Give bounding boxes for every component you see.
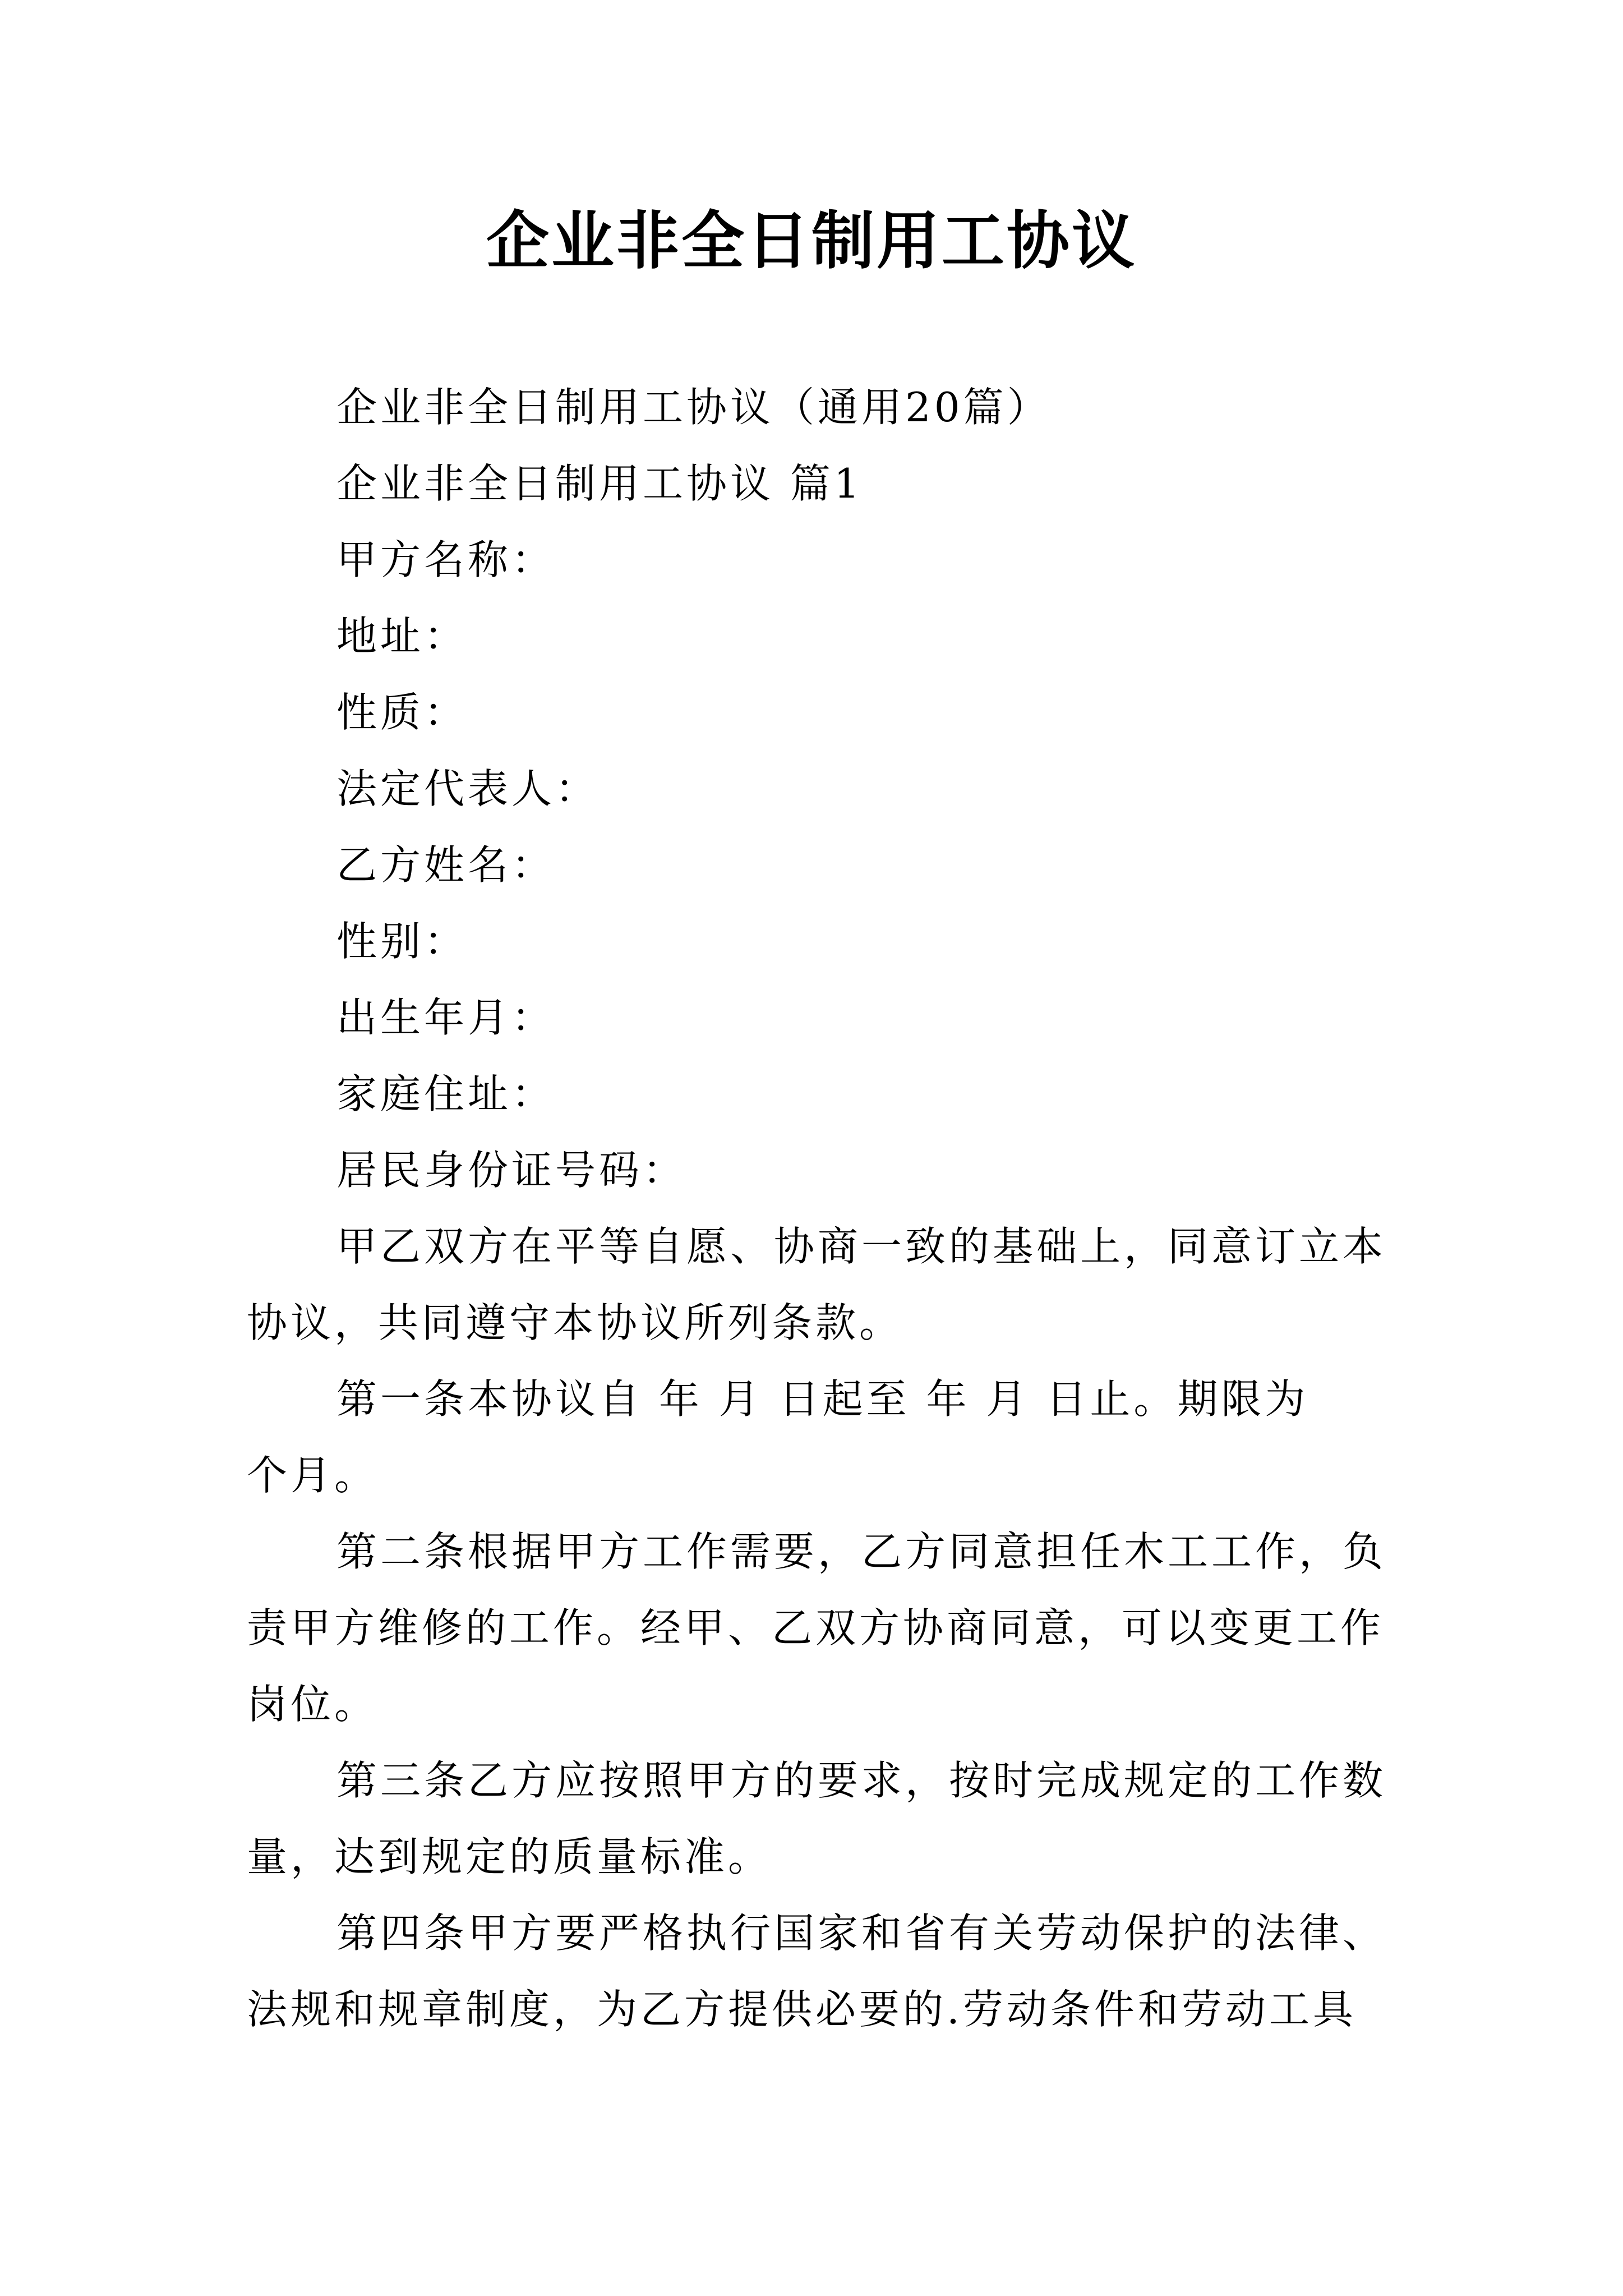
doc-line-9: 出生年月： bbox=[336, 994, 556, 1041]
doc-line-21: 第四条甲方要严格执行国家和省有关劳动保护的法律、 bbox=[336, 1910, 1387, 1957]
doc-line-15: 个月。 bbox=[247, 1452, 379, 1499]
doc-line-22: 法规和规章制度，为乙方提供必要的.劳动条件和劳动工具 bbox=[247, 1986, 1357, 2033]
doc-line-10: 家庭住址： bbox=[336, 1070, 556, 1117]
doc-line-1: 企业非全日制用工协议（通用20篇） bbox=[336, 384, 1051, 431]
doc-line-6: 法定代表人： bbox=[336, 765, 600, 812]
doc-line-12: 甲乙双方在平等自愿、协商一致的基础上，同意订立本 bbox=[336, 1223, 1387, 1270]
doc-line-5: 性质： bbox=[336, 689, 468, 736]
document-title: 企业非全日制用工协议 bbox=[486, 204, 1137, 278]
doc-line-16: 第二条根据甲方工作需要，乙方同意担任木工工作，负 bbox=[336, 1528, 1387, 1575]
doc-line-3: 甲方名称： bbox=[336, 536, 556, 583]
doc-line-7: 乙方姓名： bbox=[336, 841, 556, 889]
doc-line-2: 企业非全日制用工协议 篇1 bbox=[336, 460, 863, 507]
doc-line-4: 地址： bbox=[336, 613, 468, 660]
doc-line-18: 岗位。 bbox=[247, 1681, 379, 1728]
doc-line-20: 量，达到规定的质量标准。 bbox=[247, 1833, 772, 1880]
doc-line-17: 责甲方维修的工作。经甲、乙双方协商同意，可以变更工作 bbox=[247, 1604, 1385, 1651]
document-body bbox=[247, 369, 1385, 2047]
doc-line-13: 协议，共同遵守本协议所列条款。 bbox=[247, 1299, 903, 1346]
doc-line-19: 第三条乙方应按照甲方的要求，按时完成规定的工作数 bbox=[336, 1757, 1387, 1804]
doc-line-14: 第一条本协议自 年 月 日起至 年 月 日止。期限为 bbox=[336, 1375, 1309, 1423]
doc-line-11: 居民身份证号码： bbox=[336, 1147, 687, 1194]
doc-line-8: 性别： bbox=[336, 918, 468, 965]
